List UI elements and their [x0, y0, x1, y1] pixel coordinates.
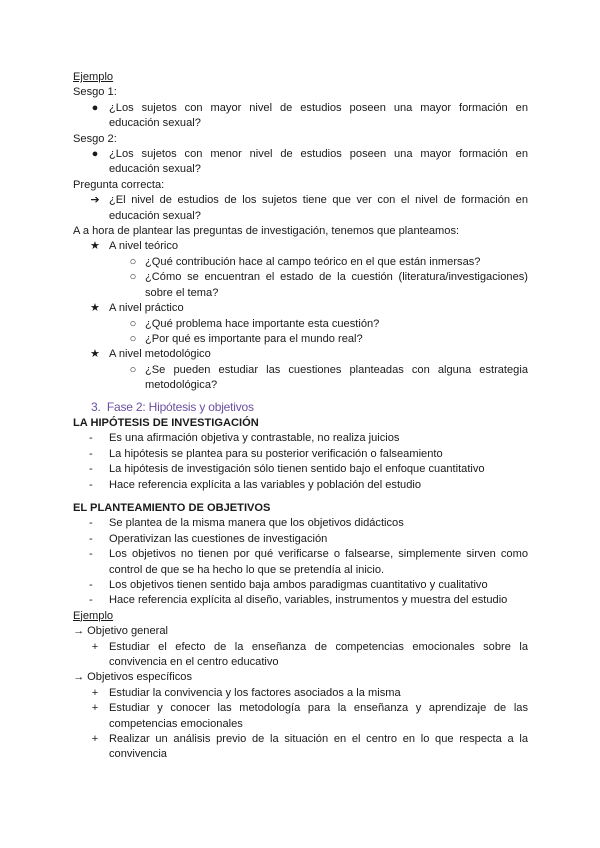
plus-bullet-icon: +	[91, 640, 99, 653]
list-item-text: ¿Qué contribución hace al campo teórico en el que están inmersas?	[145, 255, 481, 268]
list-item-text: A nivel metodológico	[109, 348, 211, 361]
spacer	[73, 493, 528, 501]
list-item-text: ¿Cómo se encuentran el estado de la cuestión (literatura/investigaciones) sobre el tema?	[145, 271, 528, 299]
list-item-text: ¿Por qué es importante para el mundo real?	[145, 332, 363, 345]
list-item-text: Hace referencia explícita a las variables y población del estudio	[109, 478, 422, 491]
list-item	[73, 593, 528, 608]
hypothesis-heading: LA HIPÓTESIS DE INVESTIGACIÓN	[73, 416, 259, 429]
dash-bullet-icon: -	[89, 432, 93, 445]
dash-bullet-icon: -	[89, 478, 93, 491]
dash-bullet-icon: -	[89, 594, 93, 607]
plus-bullet-icon: +	[91, 686, 99, 699]
list-item	[73, 363, 528, 394]
list-item-text: ¿Se pueden estudiar las cuestiones planteadas con alguna estrategia metodológica?	[145, 363, 528, 392]
list-item-text: A nivel teórico	[109, 240, 179, 253]
list-item	[73, 332, 528, 347]
plus-bullet-icon: +	[91, 733, 99, 746]
list-item-text: Operativizan las cuestiones de investigación	[109, 532, 328, 545]
list-item	[73, 347, 528, 362]
list-item	[73, 578, 528, 593]
section-title: Fase 2: Hipótesis y objetivos	[106, 399, 254, 414]
dash-bullet-icon: -	[89, 463, 93, 476]
list-item-text: La hipótesis se plantea para su posterior verificación o falseamiento	[109, 447, 443, 460]
bullet-dot-icon: ●	[91, 101, 99, 114]
list-item-text: Los objetivos tienen sentido baja ambos paradigmas cuantitativo y cualitativo	[109, 579, 488, 591]
star-icon: ★	[90, 348, 100, 361]
list-item	[73, 447, 528, 462]
list-item-text: Realizar un análisis previo de la situación en el centro en lo que respecta a la convivencia	[109, 733, 528, 761]
circle-bullet-icon: ○	[129, 271, 137, 284]
list-item	[73, 193, 528, 224]
list-item-text: Estudiar y conocer las metodología para la enseñanza y aprendizaje de las competencias emocionales	[109, 702, 528, 730]
bullet-dot-icon: ●	[91, 148, 99, 161]
list-item	[73, 516, 528, 531]
star-icon: ★	[90, 240, 100, 253]
section-heading	[73, 400, 528, 415]
list-item-text: ¿El nivel de estudios de los sujetos tiene que ver con el nivel de formación en educación sexual?	[109, 194, 528, 222]
dash-bullet-icon: -	[89, 548, 93, 561]
list-item-text: ¿Los sujetos con mayor nivel de estudios poseen una mayor formación en educación sexual?	[109, 101, 528, 130]
list-item-text: La hipótesis de investigación sólo tienen sentido bajo el enfoque cuantitativo	[109, 463, 485, 476]
dash-bullet-icon: -	[89, 532, 93, 545]
list-item-text: Hace referencia explícita al diseño, variables, instrumentos y muestra del estudio	[109, 594, 508, 607]
list-item	[73, 478, 528, 493]
list-item	[73, 462, 528, 477]
dash-bullet-icon: -	[89, 447, 93, 460]
example-label: Ejemplo	[73, 71, 114, 83]
list-item-text: ¿Qué problema hace importante esta cuestión?	[145, 317, 380, 330]
correct-question-label: Pregunta correcta:	[73, 178, 165, 191]
list-item-text: Estudiar la convivencia y los factores asociados a la misma	[109, 686, 401, 699]
intro-paragraph: A a hora de plantear las preguntas de investigación, tenemos que planteamos:	[73, 225, 460, 238]
circle-bullet-icon: ○	[129, 255, 137, 268]
list-item-text: Los objetivos no tienen por qué verificarse o falsearse, simplemente sirven como control de que se ha hecho lo que se pretendía al inicio.	[109, 548, 528, 576]
list-item	[73, 732, 528, 763]
list-item	[73, 431, 528, 446]
list-item-text: ¿Los sujetos con menor nivel de estudios poseen una mayor formación en educación sexual?	[109, 148, 528, 176]
list-item-text: A nivel práctico	[109, 302, 184, 315]
list-item-text: Estudiar el efecto de la enseñanza de competencias emocionales sobre la convivencia en el centro educativo	[109, 640, 528, 669]
example-label: Ejemplo	[73, 609, 114, 622]
document-page	[73, 70, 528, 763]
list-item	[73, 239, 528, 254]
circle-bullet-icon: ○	[129, 332, 137, 345]
bias-2-label: Sesgo 2:	[73, 132, 117, 145]
general-objective-label: → Objetivo general	[73, 625, 168, 638]
section-number: 3.	[91, 399, 101, 414]
list-item	[73, 301, 528, 316]
dash-bullet-icon: -	[89, 517, 93, 530]
list-item	[73, 547, 528, 578]
bias-1-label: Sesgo 1:	[73, 86, 117, 99]
list-item	[73, 640, 528, 671]
star-icon: ★	[90, 302, 100, 315]
circle-bullet-icon: ○	[129, 363, 137, 376]
circle-bullet-icon: ○	[129, 317, 137, 330]
list-item-text: Es una afirmación objetiva y contrastable, no realiza juicios	[109, 432, 400, 445]
list-item-text: Se plantea de la misma manera que los objetivos didácticos	[109, 517, 404, 530]
objectives-heading: EL PLANTEAMIENTO DE OBJETIVOS	[73, 501, 271, 514]
list-item	[73, 147, 528, 178]
list-item	[73, 686, 528, 701]
list-item	[73, 532, 528, 547]
arrow-bullet-icon: ➔	[90, 194, 100, 207]
list-item	[73, 317, 528, 332]
dash-bullet-icon: -	[89, 579, 93, 591]
list-item	[73, 101, 528, 132]
list-item	[73, 270, 528, 301]
specific-objectives-label: → Objetivos específicos	[73, 671, 192, 684]
list-item	[73, 701, 528, 732]
list-item	[73, 255, 528, 270]
plus-bullet-icon: +	[91, 702, 99, 715]
